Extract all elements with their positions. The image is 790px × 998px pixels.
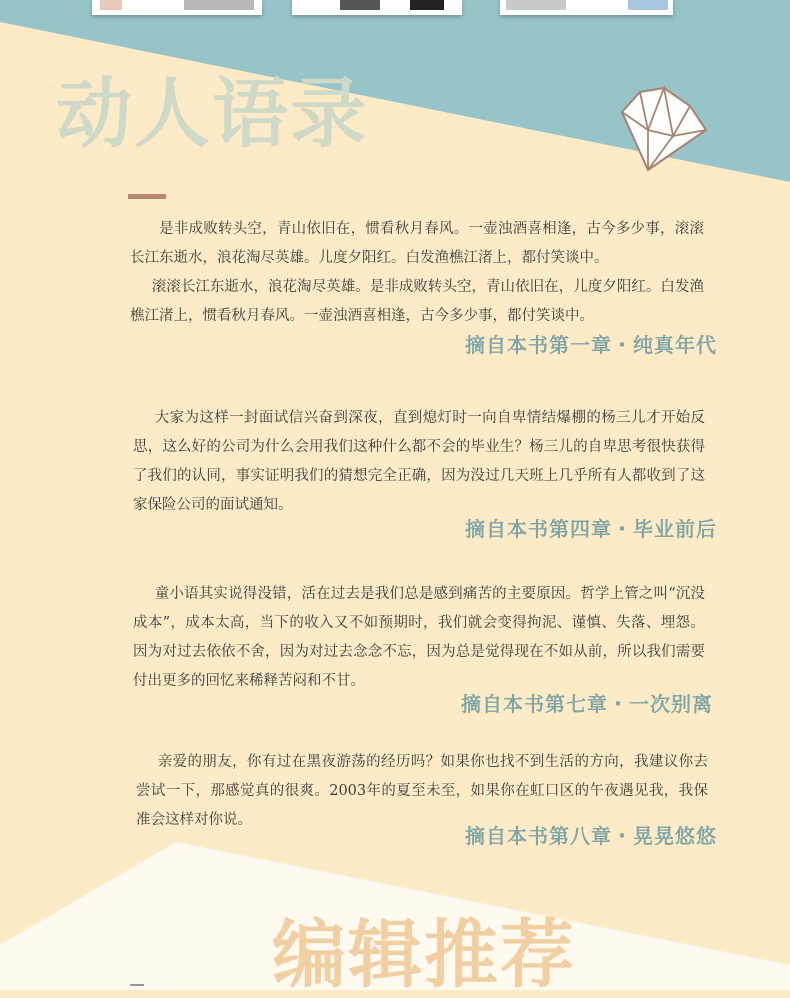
editor-recommendation-heading: 编辑推荐 [272,912,576,998]
quote-2-paragraph: 大家为这样一封面试信兴奋到深夜，直到熄灯时一向自卑情结爆棚的杨三儿才开始反思，这么好的公司为什么会用我们这种什么都不会的毕业生？杨三儿的自卑思考很快获得了我们的认同，事实证明我们的猜想完全正确，因为没过几天班上几乎所有人都收到了这家保险公司的面试通知。 [133,410,705,513]
quote-2-source: 摘自本书第四章・毕业前后 [465,517,717,541]
book-thumbnail-1[interactable] [92,0,262,15]
quote-1-source: 摘自本书第一章・纯真年代 [465,333,717,357]
bottom-left-mark [130,984,144,986]
quote-3-paragraph: 童小语其实说得没错，活在过去是我们总是感到痛苦的主要原因。哲学上管之叫“沉没成本”，成本太高，当下的收入又不如预期时，我们就会变得拘泥、谨慎、失落、埋怨。因为对过去依依不舍，因为对过去念念不忘，因为总是觉得现在不如从前，所以我们需要付出更多的回忆来稀释苦闷和不甘。 [133,586,705,689]
quote-1-paragraph-1: 是非成败转头空，青山依旧在，惯看秋月春风。一壶浊酒喜相逢，古今多少事，滚滚长江东逝水，浪花淘尽英雄。儿度夕阳红。白发渔樵江渚上，都付笑谈中。 [130,221,704,266]
quote-4-paragraph: 亲爱的朋友，你有过在黑夜游荡的经历吗？如果你也找不到生活的方向，我建议你去尝试一下，那感觉真的很爽。2003年的夏至未至，如果你在虹口区的午夜遇见我，我保准会这样对你说。 [136,754,708,828]
heading-accent-bar [128,194,166,199]
geometric-heart-icon [618,84,710,176]
quote-3-source: 摘自本书第七章・一次别离 [461,692,713,716]
quote-1-paragraph-2: 滚滚长江东逝水，浪花淘尽英雄。是非成败转头空，青山依旧在，儿度夕阳红。白发渔樵江渚上，惯看秋月春风。一壶浊酒喜相逢，古今多少事，都付笑谈中。 [130,279,704,324]
book-thumbnail-2[interactable] [292,0,462,15]
quote-4-source: 摘自本书第八章・晃晃悠悠 [465,824,717,848]
quotes-section-heading: 动人语录 [56,69,368,158]
book-thumbnail-3[interactable] [500,0,673,15]
